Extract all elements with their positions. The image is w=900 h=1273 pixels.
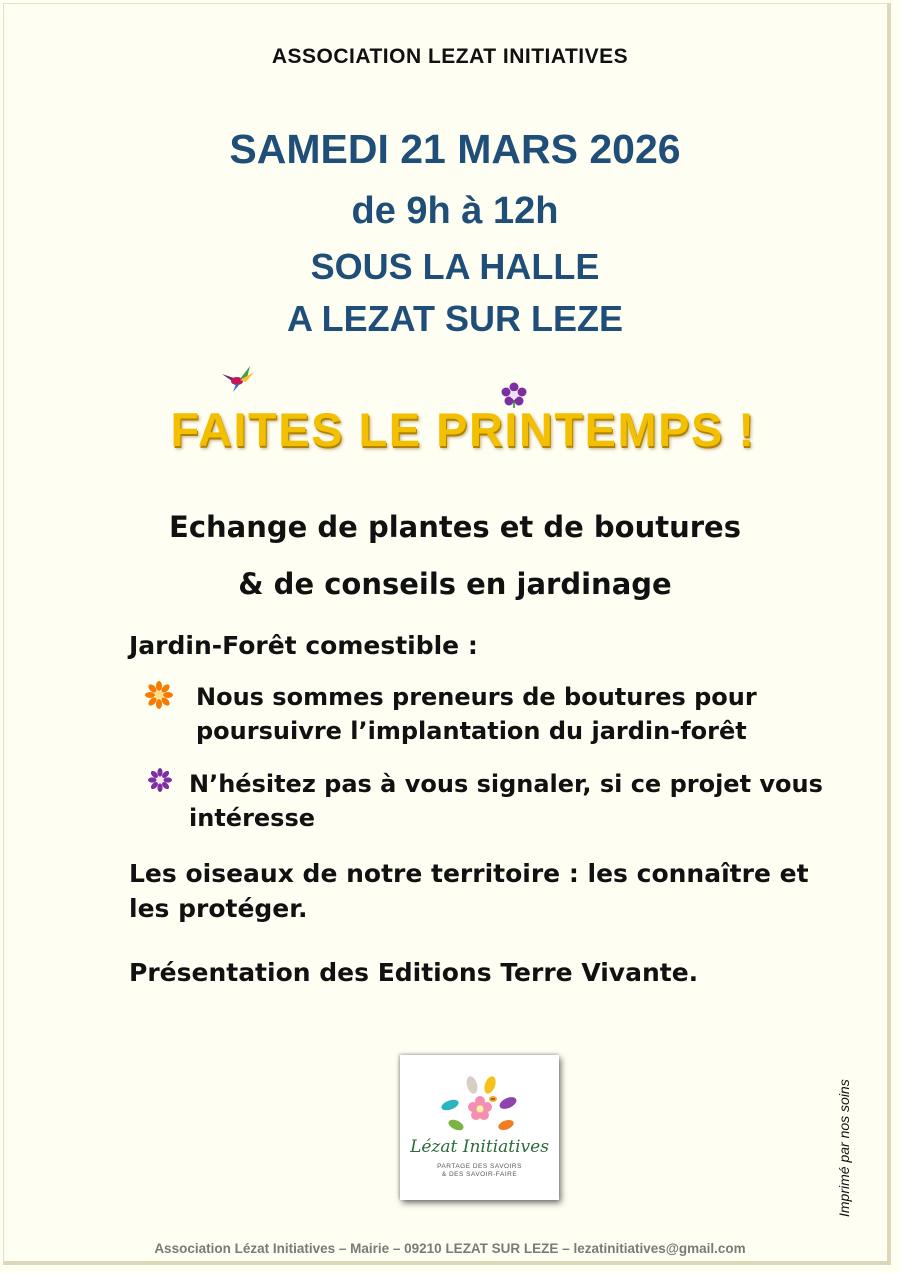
event-town: A LEZAT SUR LEZE (287, 298, 623, 339)
headline: FAITES LE PRINTEMPS ! (170, 403, 756, 456)
intro-line-1: Echange de plantes et de boutures (169, 510, 741, 544)
birds-section: Les oiseaux de notre territoire : les connaître et les protéger. (129, 859, 809, 923)
logo-tagline (400, 1163, 559, 1179)
editions-section: Présentation des Editions Terre Vivante. (129, 958, 699, 987)
organization-name: ASSOCIATION LEZAT INITIATIVES (271, 45, 629, 68)
event-place: SOUS LA HALLE (310, 246, 600, 287)
logo-tagline-line-1: PARTAGE DES SAVOIRS (437, 1163, 522, 1170)
footer-contact: Association Lézat Initiatives – Mairie – 09210 LEZAT SUR LEZE – lezatinitiatives@gmail.com (154, 1241, 746, 1256)
event-hours: de 9h à 12h (351, 190, 559, 232)
intro-line-2: & de conseils en jardinage (238, 567, 672, 601)
purple-flower-icon (148, 768, 172, 792)
orange-flower-icon (145, 681, 173, 709)
logo-name: Lézat Initiatives (410, 1137, 549, 1157)
event-date: SAMEDI 21 MARS 2026 (229, 126, 681, 172)
bullet-cuttings: Nous sommes preneurs de boutures pour poursuivre l’implantation du jardin-forêt (196, 683, 757, 745)
bullet-signal: N’hésitez pas à vous signaler, si ce projet vous intéresse (189, 770, 823, 832)
logo-leaves-icon (438, 1073, 522, 1137)
garden-section-title: Jardin-Forêt comestible : (129, 631, 478, 660)
printed-note: Imprimé par nos soins (836, 1079, 852, 1217)
logo-tagline-line-2: & DES SAVOIR-FAIRE (441, 1171, 518, 1178)
association-logo (400, 1055, 559, 1200)
hummingbird-icon (220, 364, 256, 396)
